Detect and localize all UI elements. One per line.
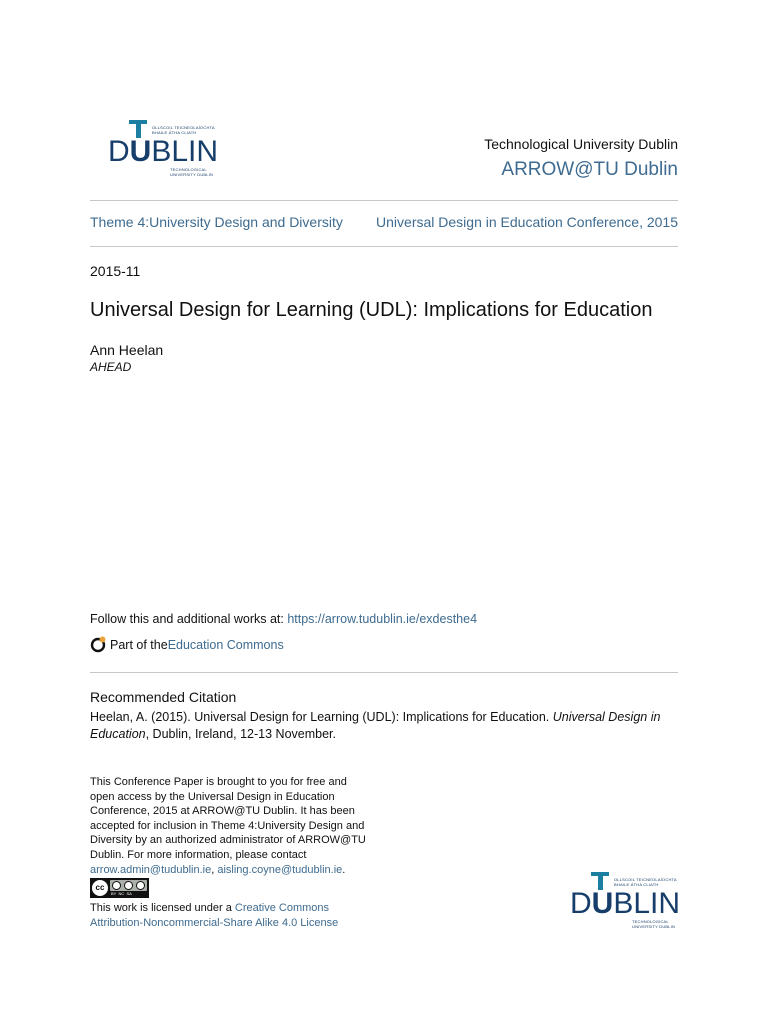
logo-bottom-top-text-2: BHAILE ÁTHA CLIATH [614, 882, 659, 887]
logo-wordmark [108, 137, 218, 167]
license-prefix: This work is licensed under a [90, 902, 235, 914]
citation-text-2: , Dublin, Ireland, 12-13 November. [145, 727, 336, 741]
citation-italic-1: Universal Design in [552, 710, 661, 724]
divider-top [90, 200, 678, 201]
divider-nav [90, 246, 678, 247]
cc-terms-label: BY NC SA [111, 891, 132, 896]
theme-link[interactable]: Theme 4:University Design and Diversity [90, 214, 343, 230]
logo-letters-blin: BLIN [151, 135, 219, 168]
logo-top-text-2: BHAILE ÁTHA CLIATH [152, 130, 197, 135]
commons-line [90, 636, 284, 653]
logo-top-text-1: OLLSCOIL TEICNEOLAÍOCHTA [152, 125, 215, 130]
tu-dublin-logo-top [108, 118, 218, 180]
follow-prefix: Follow this and additional works at: [90, 612, 288, 626]
sa-icon [136, 881, 145, 890]
license-text [90, 901, 338, 930]
citation-text-1: Heelan, A. (2015). Universal Design for Learning (UDL): Implications for Education. [90, 710, 553, 724]
paper-affiliation: AHEAD [90, 360, 132, 374]
repository-link[interactable]: ARROW@TU Dublin [501, 159, 678, 180]
citation-heading: Recommended Citation [90, 689, 237, 705]
cc-license-badge[interactable] [90, 878, 149, 898]
cc-icon [92, 880, 108, 896]
conference-link[interactable]: Universal Design in Education Conference, 2015 [376, 214, 678, 230]
logo-bottom-bottom-text-1: TECHNOLOGICAL [632, 919, 669, 924]
notice-line-1: This Conference Paper is brought to you for free and [90, 776, 347, 788]
logo-bottom-text-2: UNIVERSITY DUBLIN [170, 172, 214, 177]
follow-line [90, 612, 477, 626]
logo-bottom-letter-d: D [570, 887, 592, 920]
institution-name: Technological University Dublin [484, 136, 678, 152]
paper-title: Universal Design for Learning (UDL): Implications for Education [90, 299, 653, 321]
cc-license-link-1[interactable]: Creative Commons [234, 902, 330, 914]
notice-line-3: Conference, 2015 at ARROW@TU Dublin. It has been [90, 805, 355, 818]
by-icon [112, 881, 121, 890]
paper-author: Ann Heelan [90, 342, 164, 358]
citation-body [90, 709, 678, 743]
access-notice [90, 775, 366, 877]
education-commons-link[interactable]: Education Commons [167, 637, 284, 652]
notice-contacts [90, 863, 366, 878]
divider-citation [90, 672, 678, 673]
cc-label: cc [95, 883, 105, 892]
logo-letter-d: D [108, 135, 130, 168]
tu-dublin-logo-bottom [570, 870, 680, 932]
email-link-aisling-coyne[interactable]: aisling.coyne@tudublin.ie [217, 863, 343, 876]
network-icon [90, 636, 107, 653]
commons-prefix: Part of the [110, 637, 168, 652]
notice-line-4: accepted for inclusion in Theme 4:University Design and [90, 819, 365, 832]
nc-icon [124, 881, 133, 890]
follow-url-link[interactable]: https://arrow.tudublin.ie/exdesthe4 [287, 612, 478, 626]
notice-line-6: Dublin. For more information, please contact [90, 848, 307, 861]
logo-bottom-letter-u: U [591, 887, 614, 920]
logo-bottom-wordmark [570, 889, 680, 919]
citation-italic-2: Education [90, 727, 146, 741]
email-separator: , [211, 863, 218, 876]
logo-bottom-bottom-text-2: UNIVERSITY DUBLIN [632, 924, 676, 929]
cc-terms-bar [110, 880, 147, 891]
notice-line-5: Diversity by an authorized administrator of ARROW@TU [90, 834, 366, 847]
logo-bottom-top-text-1: OLLSCOIL TEICNEOLAÍOCHTA [614, 877, 677, 882]
cc-license-link-2[interactable]: Attribution-Noncommercial-Share Alike 4.0 License [90, 916, 339, 929]
notice-line-2: open access by the Universal Design in Education [90, 790, 335, 803]
logo-bottom-text-1: TECHNOLOGICAL [170, 167, 207, 172]
notice-end: . [342, 863, 346, 876]
logo-letter-u: U [129, 135, 152, 168]
logo-bottom-letters-blin: BLIN [613, 887, 681, 920]
paper-date: 2015-11 [90, 263, 141, 279]
email-link-arrow-admin[interactable]: arrow.admin@tudublin.ie [90, 863, 212, 876]
